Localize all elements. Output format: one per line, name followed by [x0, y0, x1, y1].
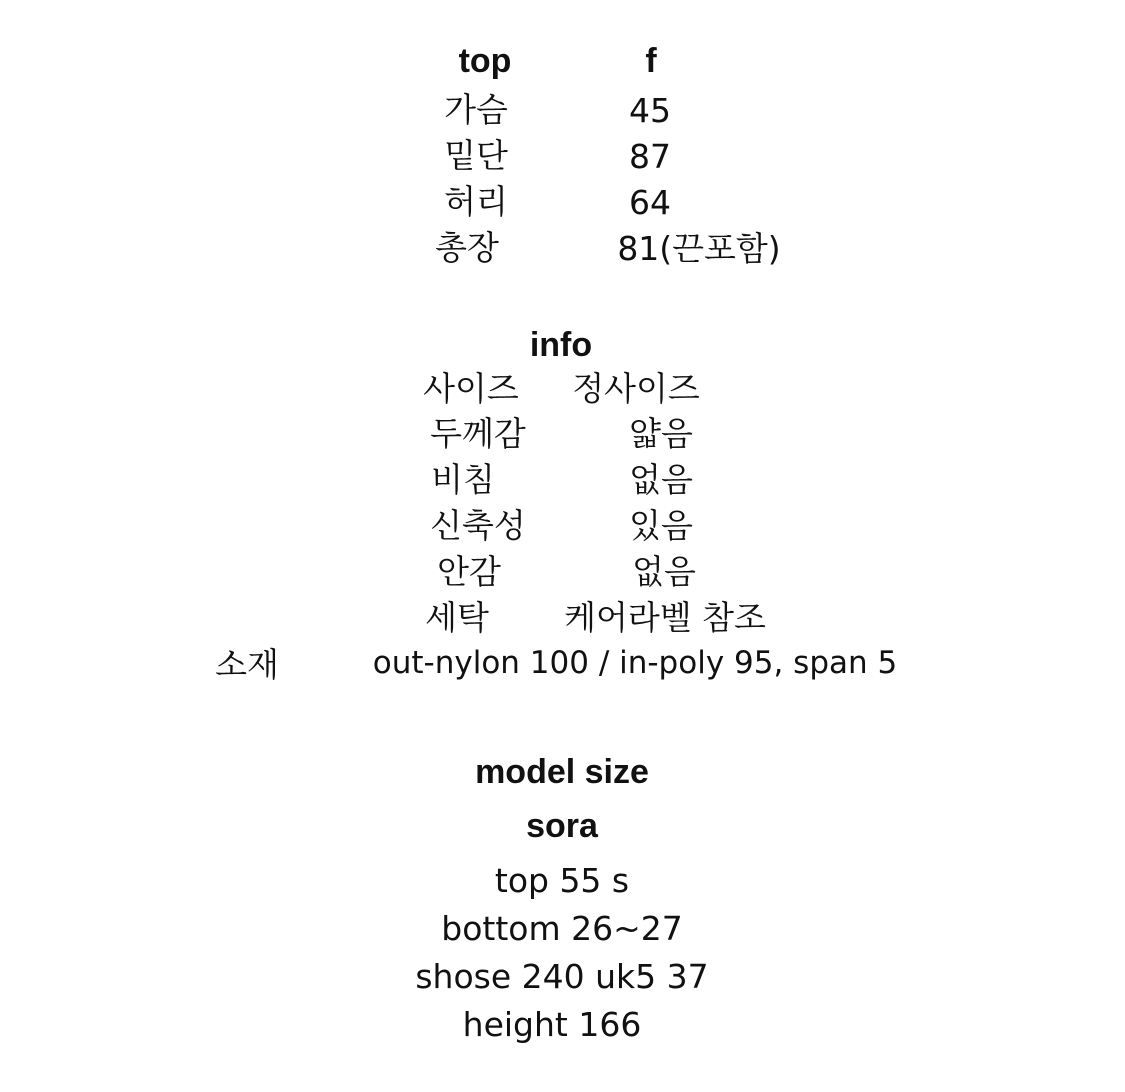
- washing-value: 케어라벨 참조: [564, 598, 766, 637]
- washing-label: 세탁: [425, 598, 489, 637]
- model-top-size: top 55 s: [494, 861, 630, 900]
- material-label: 소재: [215, 645, 279, 684]
- length-label: 총장: [435, 228, 499, 267]
- hem-label: 밑단: [444, 136, 508, 175]
- model-size-title: model size: [475, 753, 649, 791]
- chest-label: 가슴: [444, 90, 508, 129]
- top-header: top: [458, 42, 512, 80]
- fit-value: 정사이즈: [572, 369, 700, 408]
- model-shoe-size: shose 240 uk5 37: [415, 957, 709, 996]
- model-name: sora: [526, 807, 598, 845]
- stretch-label: 신축성: [430, 506, 526, 545]
- stretch-value: 있음: [629, 506, 693, 545]
- lining-value: 없음: [632, 552, 696, 591]
- length-value: 81(끈포함): [617, 229, 781, 268]
- fit-label: 사이즈: [423, 369, 519, 408]
- thickness-value: 얇음: [629, 414, 693, 453]
- waist-label: 허리: [444, 182, 508, 221]
- hem-value: 87: [629, 137, 671, 176]
- sheerness-label: 비침: [431, 460, 495, 499]
- chest-value: 45: [629, 91, 671, 130]
- info-title: info: [529, 326, 593, 364]
- model-bottom-size: bottom 26~27: [441, 909, 683, 948]
- lining-label: 안감: [437, 552, 501, 591]
- size-f-header: f: [645, 42, 657, 80]
- thickness-label: 두께감: [430, 414, 526, 453]
- model-height: height 166: [462, 1005, 642, 1044]
- material-value: out-nylon 100 / in-poly 95, span 5: [372, 645, 898, 681]
- sheerness-value: 없음: [629, 460, 693, 499]
- waist-value: 64: [629, 183, 671, 222]
